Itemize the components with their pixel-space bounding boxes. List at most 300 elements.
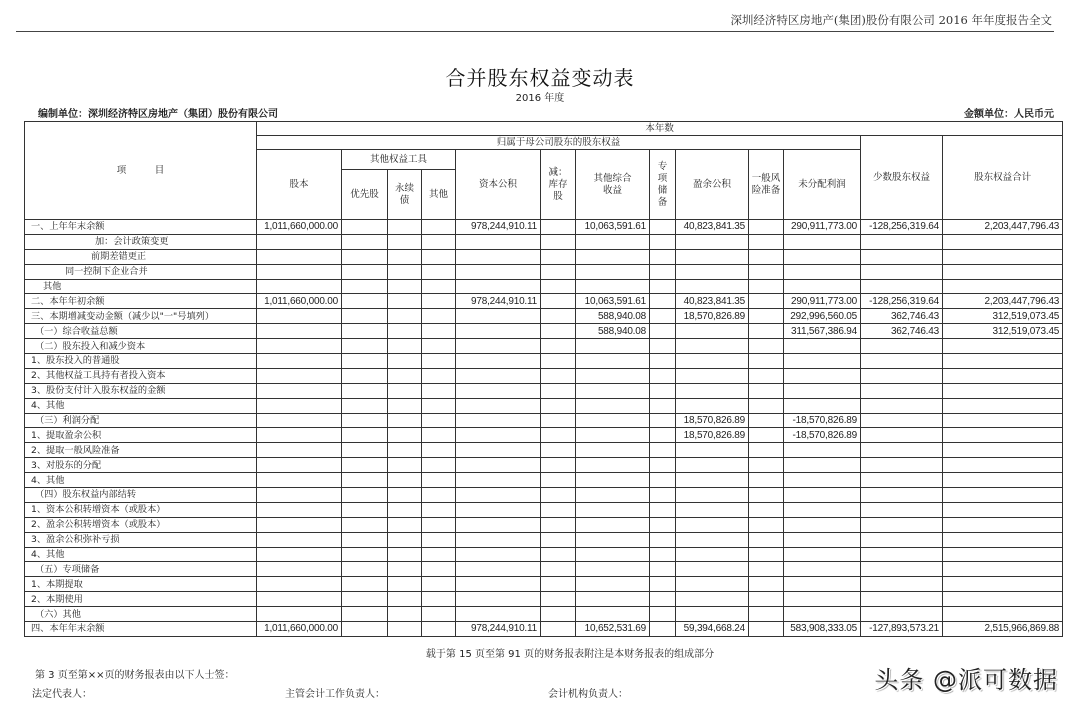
cell-share-capital: 1,011,660,000.00 — [257, 622, 342, 637]
cell-share-capital — [257, 428, 342, 443]
cell-perpetual — [388, 234, 422, 249]
cell-general-risk — [749, 324, 784, 339]
cell-other-inst — [422, 234, 456, 249]
cell-other-inst — [422, 428, 456, 443]
cell-capital-reserve — [456, 264, 541, 279]
cell-general-risk — [749, 294, 784, 309]
cell-total — [943, 383, 1063, 398]
cell-total: 312,519,073.45 — [943, 309, 1063, 324]
cell-retained — [784, 532, 861, 547]
cell-oci — [576, 473, 650, 488]
table-row — [25, 354, 1063, 369]
cell-oci — [576, 428, 650, 443]
table-row — [25, 488, 1063, 503]
cell-preferred — [342, 547, 388, 562]
cell-surplus-reserve — [676, 547, 749, 562]
cell-total: 2,515,966,869.88 — [943, 622, 1063, 637]
accounting-dept-head-label: 会计机构负责人： — [548, 689, 628, 700]
cell-retained — [784, 488, 861, 503]
row-label: 2、其他权益工具持有者投入资本 — [25, 368, 257, 383]
cell-surplus-reserve — [676, 592, 749, 607]
running-header: 深圳经济特区房地产(集团)股份有限公司 2016 年年度报告全文 — [730, 13, 1052, 27]
cell-capital-reserve — [456, 398, 541, 413]
cell-minority — [861, 473, 943, 488]
cell-retained — [784, 547, 861, 562]
cell-total — [943, 607, 1063, 622]
cell-surplus-reserve — [676, 354, 749, 369]
cell-retained — [784, 354, 861, 369]
table-row — [25, 577, 1063, 592]
cell-preferred — [342, 532, 388, 547]
cell-share-capital: 1,011,660,000.00 — [257, 220, 342, 235]
cell-treasury — [541, 532, 576, 547]
cell-share-capital — [257, 249, 342, 264]
header-special-reserve: 专项储备 — [650, 150, 676, 220]
cell-preferred — [342, 354, 388, 369]
cell-minority: -128,256,319.64 — [861, 294, 943, 309]
cell-minority — [861, 264, 943, 279]
cell-share-capital — [257, 488, 342, 503]
cell-treasury — [541, 398, 576, 413]
cell-preferred — [342, 502, 388, 517]
cell-treasury — [541, 488, 576, 503]
cell-retained — [784, 577, 861, 592]
cell-special-reserve — [650, 294, 676, 309]
cell-oci — [576, 532, 650, 547]
cell-surplus-reserve — [676, 502, 749, 517]
cell-preferred — [342, 488, 388, 503]
cell-capital-reserve — [456, 577, 541, 592]
cell-share-capital — [257, 562, 342, 577]
cell-capital-reserve — [456, 532, 541, 547]
row-label: 1、提取盈余公积 — [25, 428, 257, 443]
accounting-head-label: 主管会计工作负责人： — [285, 689, 385, 700]
cell-other-inst — [422, 368, 456, 383]
cell-general-risk — [749, 488, 784, 503]
cell-special-reserve — [650, 383, 676, 398]
cell-preferred — [342, 249, 388, 264]
cell-treasury — [541, 249, 576, 264]
cell-general-risk — [749, 592, 784, 607]
cell-share-capital — [257, 517, 342, 532]
table-row — [25, 324, 1063, 339]
cell-special-reserve — [650, 279, 676, 294]
table-row — [25, 249, 1063, 264]
cell-special-reserve — [650, 562, 676, 577]
cell-surplus-reserve: 40,823,841.35 — [676, 220, 749, 235]
cell-oci — [576, 562, 650, 577]
cell-oci: 10,063,591.61 — [576, 294, 650, 309]
cell-preferred — [342, 220, 388, 235]
cell-oci — [576, 592, 650, 607]
cell-special-reserve — [650, 502, 676, 517]
cell-minority — [861, 398, 943, 413]
cell-capital-reserve — [456, 249, 541, 264]
cell-capital-reserve — [456, 502, 541, 517]
cell-total: 312,519,073.45 — [943, 324, 1063, 339]
table-row — [25, 383, 1063, 398]
cell-total: 2,203,447,796.43 — [943, 294, 1063, 309]
cell-preferred — [342, 428, 388, 443]
cell-other-inst — [422, 398, 456, 413]
row-label: 3、盈余公积弥补亏损 — [25, 532, 257, 547]
cell-retained — [784, 592, 861, 607]
prepared-by: 编制单位：深圳经济特区房地产（集团）股份有限公司 — [38, 109, 278, 120]
header-surplus-reserve: 盈余公积 — [676, 150, 749, 220]
cell-capital-reserve: 978,244,910.11 — [456, 220, 541, 235]
cell-special-reserve — [650, 547, 676, 562]
cell-surplus-reserve — [676, 234, 749, 249]
cell-share-capital — [257, 577, 342, 592]
header-capital-reserve: 资本公积 — [456, 150, 541, 220]
cell-general-risk — [749, 502, 784, 517]
cell-total — [943, 398, 1063, 413]
cell-surplus-reserve: 18,570,826.89 — [676, 309, 749, 324]
cell-oci — [576, 368, 650, 383]
cell-total — [943, 473, 1063, 488]
cell-total — [943, 443, 1063, 458]
cell-perpetual — [388, 607, 422, 622]
cell-other-inst — [422, 249, 456, 264]
watermark: 头条 @派可数据 — [874, 666, 1058, 694]
header-period: 本年数 — [257, 122, 1063, 136]
cell-retained — [784, 562, 861, 577]
cell-total — [943, 532, 1063, 547]
cell-total — [943, 354, 1063, 369]
cell-other-inst — [422, 279, 456, 294]
cell-general-risk — [749, 547, 784, 562]
cell-share-capital — [257, 309, 342, 324]
cell-treasury — [541, 279, 576, 294]
cell-total — [943, 428, 1063, 443]
table-row — [25, 622, 1063, 637]
cell-oci: 10,652,531.69 — [576, 622, 650, 637]
cell-share-capital — [257, 413, 342, 428]
cell-capital-reserve — [456, 488, 541, 503]
cell-surplus-reserve — [676, 383, 749, 398]
cell-preferred — [342, 339, 388, 354]
cell-other-inst — [422, 607, 456, 622]
row-label: （六）其他 — [25, 607, 257, 622]
cell-minority — [861, 458, 943, 473]
cell-general-risk — [749, 264, 784, 279]
table-row — [25, 413, 1063, 428]
cell-preferred — [342, 458, 388, 473]
cell-total — [943, 577, 1063, 592]
cell-treasury — [541, 577, 576, 592]
cell-capital-reserve — [456, 234, 541, 249]
row-label: 2、本期使用 — [25, 592, 257, 607]
cell-oci — [576, 383, 650, 398]
cell-total: 2,203,447,796.43 — [943, 220, 1063, 235]
cell-special-reserve — [650, 264, 676, 279]
cell-retained — [784, 383, 861, 398]
cell-general-risk — [749, 339, 784, 354]
table-row — [25, 234, 1063, 249]
cell-special-reserve — [650, 324, 676, 339]
cell-special-reserve — [650, 354, 676, 369]
cell-capital-reserve — [456, 607, 541, 622]
cell-special-reserve — [650, 309, 676, 324]
cell-capital-reserve — [456, 368, 541, 383]
cell-retained — [784, 458, 861, 473]
cell-treasury — [541, 383, 576, 398]
cell-oci: 10,063,591.61 — [576, 220, 650, 235]
table-row — [25, 517, 1063, 532]
cell-surplus-reserve — [676, 324, 749, 339]
cell-preferred — [342, 562, 388, 577]
cell-oci — [576, 264, 650, 279]
cell-other-inst — [422, 443, 456, 458]
cell-other-inst — [422, 383, 456, 398]
cell-capital-reserve: 978,244,910.11 — [456, 622, 541, 637]
cell-oci — [576, 607, 650, 622]
cell-perpetual — [388, 264, 422, 279]
cell-general-risk — [749, 309, 784, 324]
cell-other-inst — [422, 577, 456, 592]
cell-share-capital — [257, 354, 342, 369]
row-label: （二）股东投入和减少资本 — [25, 339, 257, 354]
cell-special-reserve — [650, 607, 676, 622]
table-row — [25, 443, 1063, 458]
cell-total — [943, 547, 1063, 562]
cell-retained: 290,911,773.00 — [784, 220, 861, 235]
cell-other-inst — [422, 547, 456, 562]
cell-treasury — [541, 622, 576, 637]
cell-treasury — [541, 309, 576, 324]
cell-oci — [576, 502, 650, 517]
cell-general-risk — [749, 473, 784, 488]
table-row — [25, 294, 1063, 309]
cell-oci — [576, 339, 650, 354]
cell-share-capital — [257, 339, 342, 354]
cell-general-risk — [749, 279, 784, 294]
cell-share-capital — [257, 443, 342, 458]
cell-oci — [576, 398, 650, 413]
cell-capital-reserve — [456, 562, 541, 577]
cell-total — [943, 562, 1063, 577]
cell-other-inst — [422, 354, 456, 369]
cell-perpetual — [388, 309, 422, 324]
row-label: （四）股东权益内部结转 — [25, 488, 257, 503]
cell-special-reserve — [650, 368, 676, 383]
cell-total — [943, 279, 1063, 294]
cell-share-capital — [257, 592, 342, 607]
cell-preferred — [342, 279, 388, 294]
cell-special-reserve — [650, 234, 676, 249]
cell-perpetual — [388, 577, 422, 592]
cell-treasury — [541, 368, 576, 383]
cell-surplus-reserve — [676, 279, 749, 294]
cell-surplus-reserve — [676, 249, 749, 264]
table-row — [25, 428, 1063, 443]
signature-intro: 第 3 页至第××页的财务报表由以下人士签： — [35, 670, 235, 681]
table-row — [25, 502, 1063, 517]
cell-preferred — [342, 264, 388, 279]
cell-treasury — [541, 443, 576, 458]
cell-oci — [576, 517, 650, 532]
header-retained-earnings: 未分配利润 — [784, 150, 861, 220]
cell-other-inst — [422, 309, 456, 324]
cell-share-capital — [257, 264, 342, 279]
cell-total — [943, 488, 1063, 503]
cell-treasury — [541, 517, 576, 532]
cell-oci — [576, 279, 650, 294]
row-label: 4、其他 — [25, 547, 257, 562]
cell-share-capital — [257, 547, 342, 562]
cell-perpetual — [388, 368, 422, 383]
cell-minority — [861, 607, 943, 622]
header-minority: 少数股东权益 — [861, 136, 943, 220]
cell-minority — [861, 562, 943, 577]
row-label: 1、股东投入的普通股 — [25, 354, 257, 369]
cell-oci — [576, 413, 650, 428]
cell-minority — [861, 428, 943, 443]
cell-retained — [784, 368, 861, 383]
cell-retained — [784, 339, 861, 354]
cell-general-risk — [749, 607, 784, 622]
cell-capital-reserve — [456, 547, 541, 562]
cell-oci — [576, 577, 650, 592]
cell-treasury — [541, 294, 576, 309]
cell-minority — [861, 383, 943, 398]
cell-preferred — [342, 592, 388, 607]
cell-total — [943, 413, 1063, 428]
cell-treasury — [541, 354, 576, 369]
cell-oci: 588,940.08 — [576, 309, 650, 324]
cell-minority — [861, 547, 943, 562]
cell-minority: 362,746.43 — [861, 309, 943, 324]
cell-special-reserve — [650, 339, 676, 354]
cell-perpetual — [388, 458, 422, 473]
cell-general-risk — [749, 383, 784, 398]
row-label: 加：会计政策变更 — [25, 234, 257, 249]
row-label: 二、本年年初余额 — [25, 294, 257, 309]
cell-total — [943, 368, 1063, 383]
cell-minority — [861, 488, 943, 503]
cell-surplus-reserve — [676, 264, 749, 279]
header-other-instruments: 其他 — [422, 170, 456, 220]
cell-other-inst — [422, 324, 456, 339]
cell-surplus-reserve: 40,823,841.35 — [676, 294, 749, 309]
cell-capital-reserve — [456, 279, 541, 294]
cell-general-risk — [749, 368, 784, 383]
header-oci: 其他综合收益 — [576, 150, 650, 220]
cell-general-risk — [749, 413, 784, 428]
cell-treasury — [541, 592, 576, 607]
cell-perpetual — [388, 473, 422, 488]
cell-perpetual — [388, 488, 422, 503]
cell-perpetual — [388, 532, 422, 547]
currency-unit: 金额单位：人民币元 — [964, 109, 1054, 120]
row-label: （三）利润分配 — [25, 413, 257, 428]
cell-general-risk — [749, 354, 784, 369]
cell-surplus-reserve — [676, 562, 749, 577]
cell-capital-reserve — [456, 413, 541, 428]
cell-total — [943, 339, 1063, 354]
cell-oci — [576, 547, 650, 562]
cell-perpetual — [388, 547, 422, 562]
row-label: 一、上年年末余额 — [25, 220, 257, 235]
cell-preferred — [342, 309, 388, 324]
cell-treasury — [541, 339, 576, 354]
cell-preferred — [342, 607, 388, 622]
cell-other-inst — [422, 458, 456, 473]
cell-capital-reserve — [456, 309, 541, 324]
cell-perpetual — [388, 220, 422, 235]
cell-perpetual — [388, 339, 422, 354]
header-total: 股东权益合计 — [943, 136, 1063, 220]
table-row — [25, 592, 1063, 607]
cell-other-inst — [422, 517, 456, 532]
cell-preferred — [342, 443, 388, 458]
cell-special-reserve — [650, 249, 676, 264]
header-general-risk: 一般风险准备 — [749, 150, 784, 220]
cell-minority — [861, 502, 943, 517]
cell-minority — [861, 339, 943, 354]
cell-other-inst — [422, 562, 456, 577]
cell-capital-reserve: 978,244,910.11 — [456, 294, 541, 309]
cell-general-risk — [749, 234, 784, 249]
cell-treasury — [541, 607, 576, 622]
cell-perpetual — [388, 413, 422, 428]
cell-retained — [784, 264, 861, 279]
cell-special-reserve — [650, 413, 676, 428]
cell-oci — [576, 234, 650, 249]
cell-special-reserve — [650, 622, 676, 637]
cell-perpetual — [388, 354, 422, 369]
cell-preferred — [342, 398, 388, 413]
equity-changes-table — [24, 121, 1063, 637]
cell-retained: 583,908,333.05 — [784, 622, 861, 637]
cell-retained: -18,570,826.89 — [784, 413, 861, 428]
cell-oci: 588,940.08 — [576, 324, 650, 339]
header-item: 项 目 — [25, 122, 257, 220]
cell-retained: -18,570,826.89 — [784, 428, 861, 443]
table-row — [25, 220, 1063, 235]
report-year: 2016 年度 — [515, 93, 565, 104]
cell-perpetual — [388, 592, 422, 607]
cell-surplus-reserve — [676, 532, 749, 547]
cell-minority — [861, 354, 943, 369]
cell-other-inst — [422, 532, 456, 547]
cell-treasury — [541, 220, 576, 235]
cell-retained: 311,567,386.94 — [784, 324, 861, 339]
cell-general-risk — [749, 443, 784, 458]
cell-surplus-reserve — [676, 473, 749, 488]
cell-capital-reserve — [456, 473, 541, 488]
cell-retained — [784, 502, 861, 517]
footnote: 载于第 15 页至第 91 页的财务报表附注是本财务报表的组成部分 — [425, 649, 715, 660]
table-row — [25, 368, 1063, 383]
cell-retained: 292,996,560.05 — [784, 309, 861, 324]
cell-surplus-reserve — [676, 398, 749, 413]
cell-special-reserve — [650, 398, 676, 413]
cell-general-risk — [749, 577, 784, 592]
table-row — [25, 547, 1063, 562]
cell-surplus-reserve — [676, 458, 749, 473]
cell-oci — [576, 443, 650, 458]
cell-treasury — [541, 458, 576, 473]
cell-share-capital — [257, 279, 342, 294]
header-other-equity-instruments: 其他权益工具 — [342, 150, 456, 170]
cell-capital-reserve — [456, 383, 541, 398]
cell-oci — [576, 354, 650, 369]
cell-total — [943, 517, 1063, 532]
cell-preferred — [342, 234, 388, 249]
cell-preferred — [342, 383, 388, 398]
cell-total — [943, 592, 1063, 607]
